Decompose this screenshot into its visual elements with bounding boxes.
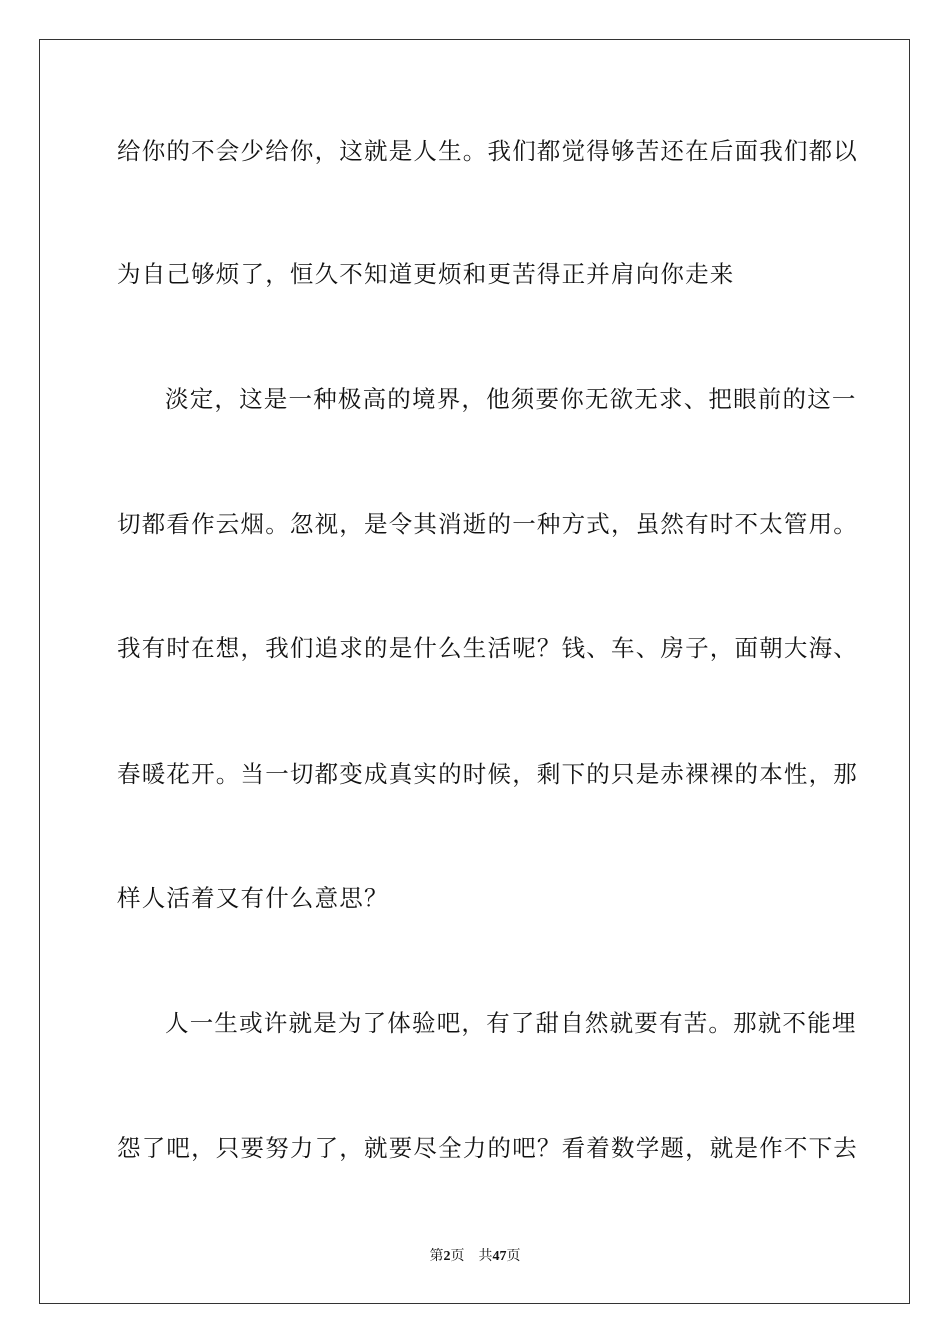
text-line-4: 切都看作云烟。忽视，是令其消逝的一种方式，虽然有时不太管用。 — [117, 510, 858, 538]
total-pages: 47 — [492, 1249, 507, 1264]
total-prefix: 共 — [478, 1248, 493, 1264]
page-prefix: 第 — [429, 1248, 444, 1264]
text-line-2: 为自己够烦了，恒久不知道更烦和更苦得正并肩向你走来 — [117, 260, 735, 288]
text-line-8: 人一生或许就是为了体验吧，有了甜自然就要有苦。那就不能埋 — [165, 1009, 857, 1037]
text-line-5: 我有时在想，我们追求的是什么生活呢？钱、车、房子，面朝大海、 — [117, 634, 858, 662]
text-line-1: 给你的不会少给你，这就是人生。我们都觉得够苦还在后面我们都以 — [117, 137, 858, 165]
text-line-7: 样人活着又有什么意思？ — [117, 884, 389, 912]
page-footer — [0, 1247, 950, 1266]
text-line-9: 怨了吧，只要努力了，就要尽全力的吧？看着数学题，就是作不下去 — [117, 1134, 858, 1162]
total-suffix: 页 — [506, 1248, 521, 1264]
text-line-6: 春暖花开。当一切都变成真实的时候，剩下的只是赤裸裸的本性，那 — [117, 760, 858, 788]
text-line-3: 淡定，这是一种极高的境界，他须要你无欲无求、把眼前的这一 — [165, 385, 857, 413]
page-number: 2 — [443, 1249, 451, 1264]
page-suffix: 页 — [450, 1248, 465, 1264]
page-border — [39, 39, 910, 1304]
